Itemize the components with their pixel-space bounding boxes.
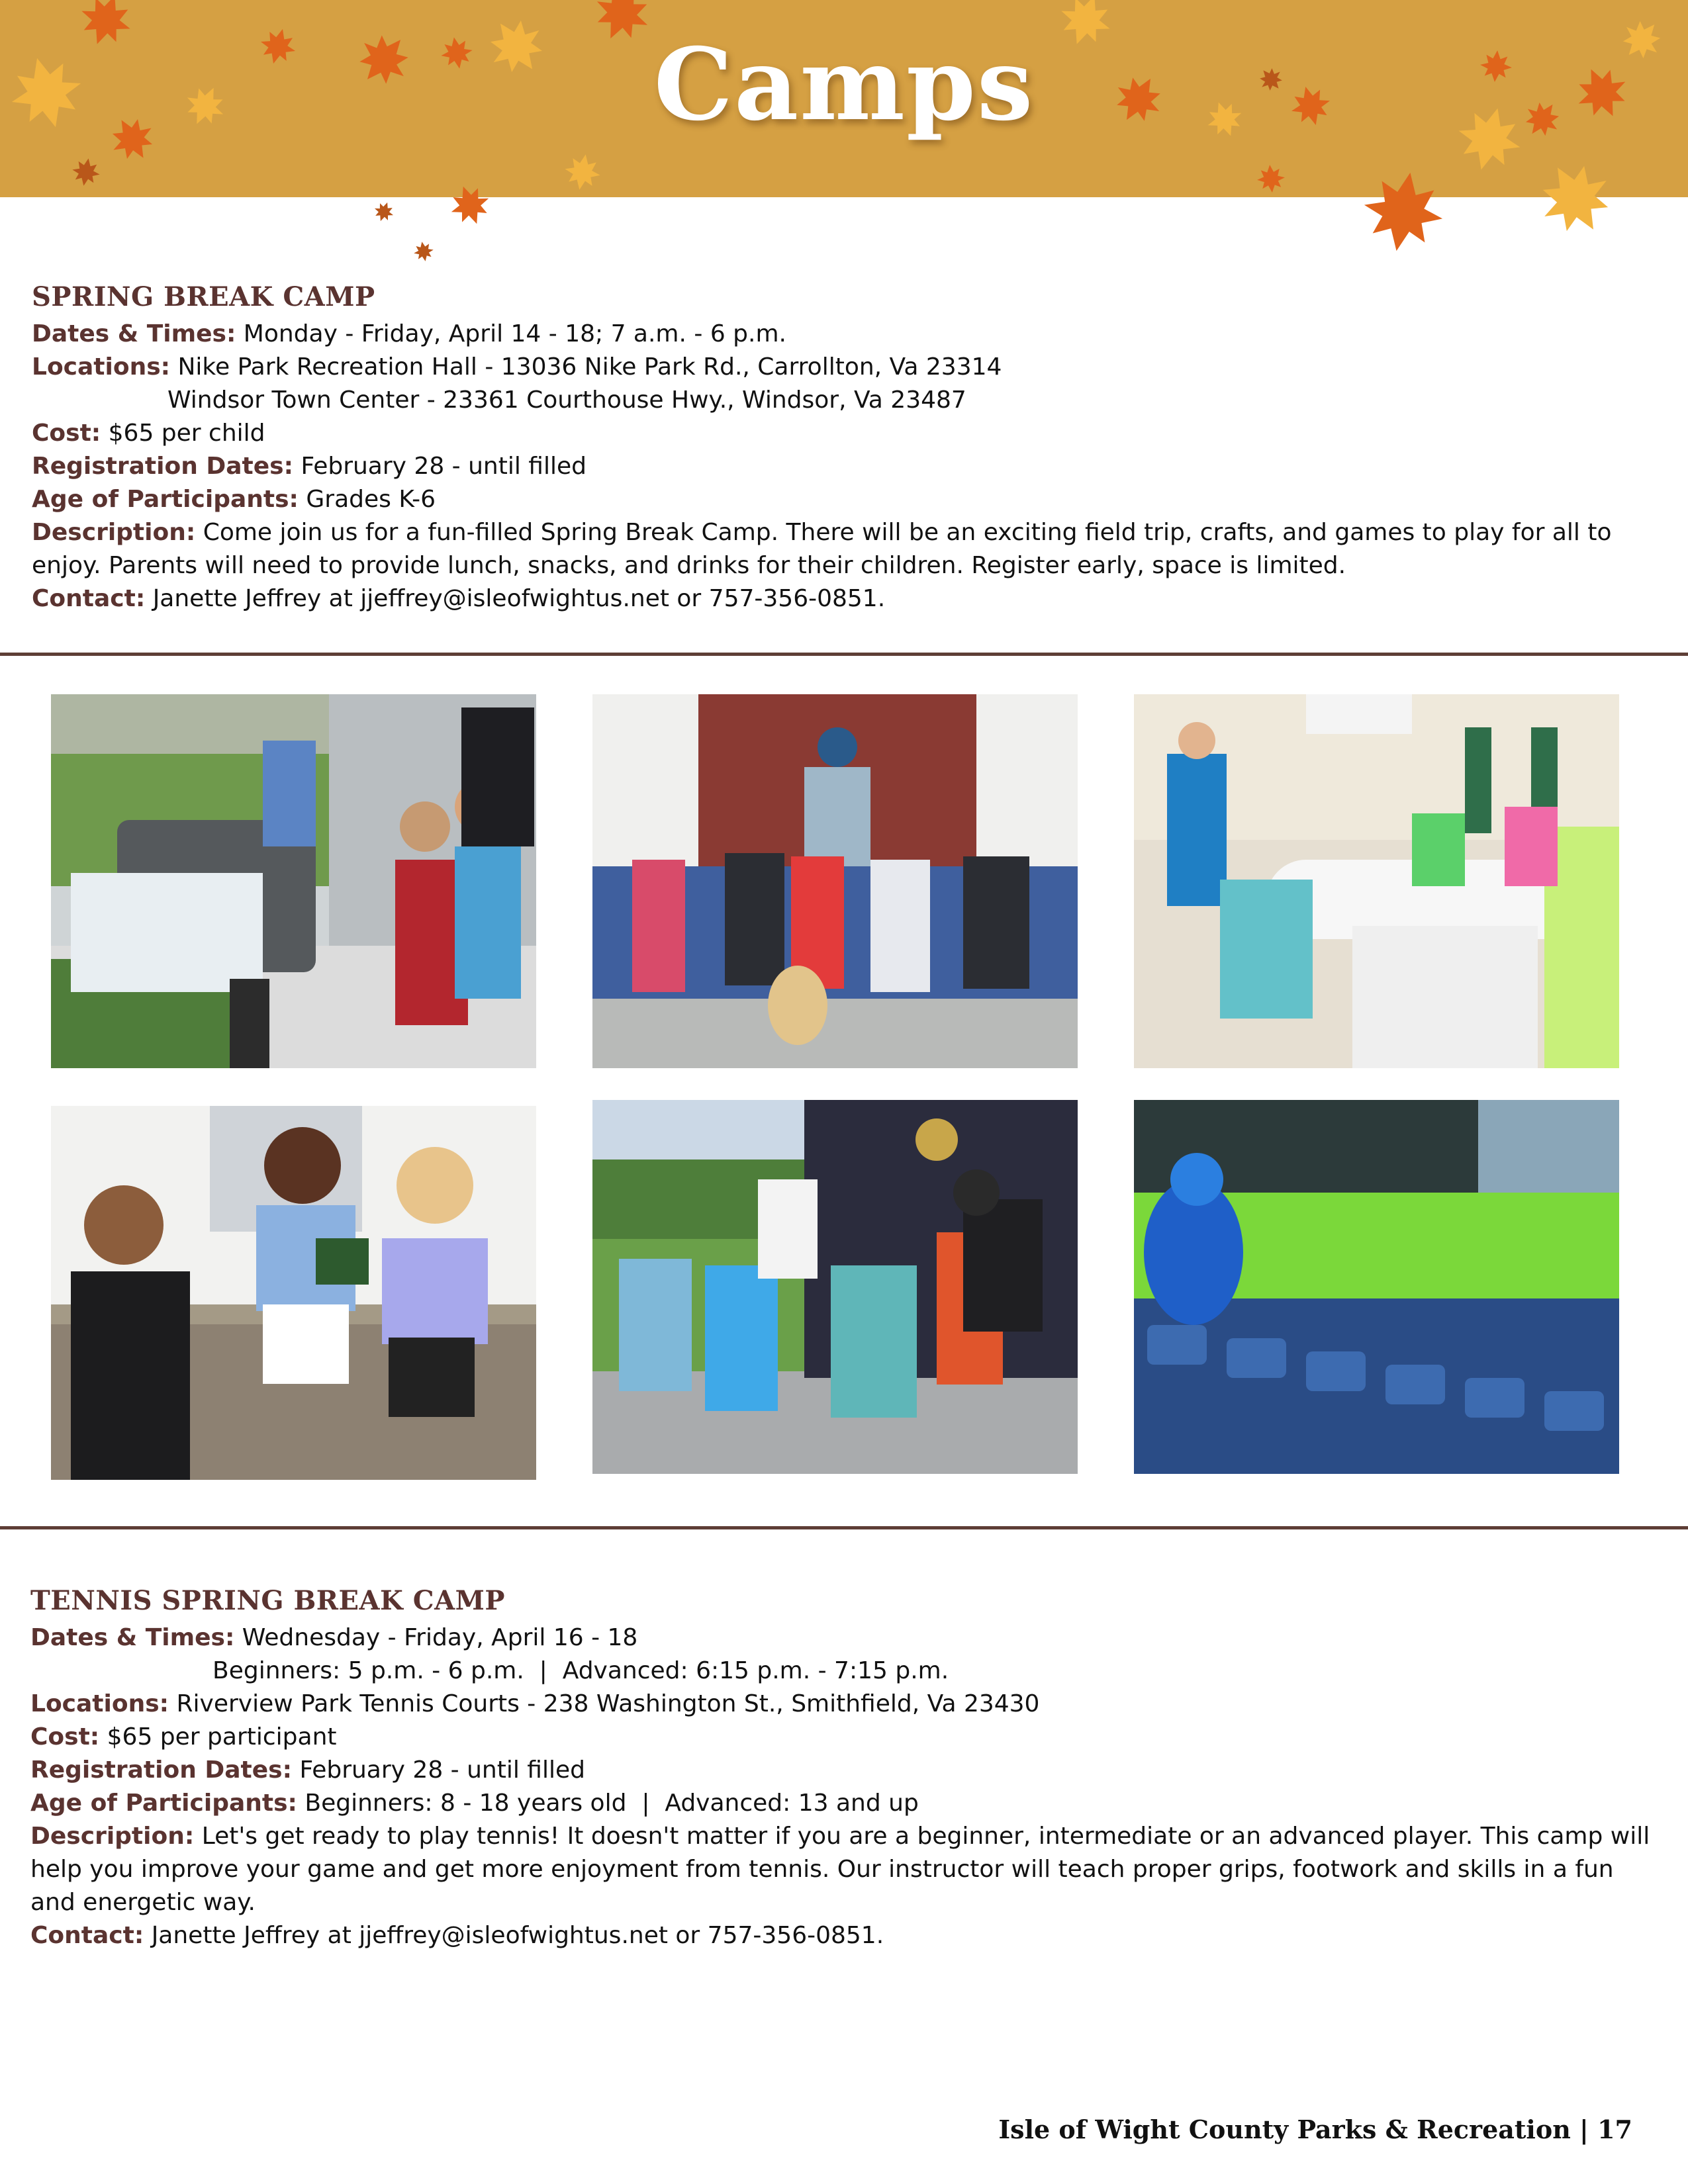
locations-row-2 (32, 384, 1660, 417)
contact-row (32, 582, 1660, 615)
description-row (32, 516, 1660, 582)
registration-value: February 28 - until filled (301, 453, 586, 480)
age-label: Age of Participants: (30, 1790, 297, 1817)
kids-with-plants-photo (51, 1106, 536, 1480)
cost-value: $65 per child (108, 420, 265, 447)
section-title: SPRING BREAK CAMP (32, 281, 375, 312)
contact-value: Janette Jeffrey at jjeffrey@isleofwightus.net or 757-356-0851. (151, 1922, 884, 1949)
locations-row (30, 1688, 1659, 1721)
dates-row-2 (30, 1655, 1659, 1688)
contact-label: Contact: (32, 585, 146, 612)
location-value: Nike Park Recreation Hall - 13036 Nike Park Rd., Carrollton, Va 23314 (177, 353, 1002, 381)
description-label: Description: (30, 1823, 195, 1850)
age-row (32, 483, 1660, 516)
description-value: Come join us for a fun-filled Spring Break Camp. There will be an exciting field trip, crafts, and games to play for all to enjoy. Parents will need to provide lunch, snacks, and drinks for their children. Register early, space is limited. (32, 519, 1612, 579)
dates-label: Dates & Times: (32, 320, 236, 347)
classroom-activity-photo (1134, 694, 1619, 1068)
description-value: Let's get ready to play tennis! It doesn't matter if you are a beginner, intermediate or an advanced player. This camp will help you improve your game and get more enjoyment from tennis. Our instructor will teach proper grips, footwork and skills in a fun and energetic way. (30, 1823, 1650, 1916)
locations-label: Locations: (30, 1690, 169, 1717)
cost-label: Cost: (32, 420, 101, 447)
locations-label: Locations: (32, 353, 171, 381)
cost-label: Cost: (30, 1723, 100, 1751)
age-value: Grades K-6 (306, 486, 436, 513)
section-divider (0, 653, 1688, 656)
page-footer: Isle of Wight County Parks & Recreation | 17 (998, 2115, 1632, 2144)
golf-driving-range-photo (51, 694, 536, 1068)
description-label: Description: (32, 519, 196, 546)
registration-value: February 28 - until filled (299, 1756, 585, 1784)
dates-row (30, 1621, 1659, 1655)
registration-label: Registration Dates: (32, 453, 293, 480)
age-row (30, 1787, 1659, 1820)
registration-row (32, 450, 1660, 483)
description-row (30, 1820, 1659, 1919)
registration-row (30, 1754, 1659, 1787)
cost-row (32, 417, 1660, 450)
age-value: Beginners: 8 - 18 years old | Advanced: 13 and up (305, 1790, 919, 1817)
spring-break-camp-section (32, 281, 1660, 615)
contact-row (30, 1919, 1659, 1952)
dates-value: Beginners: 5 p.m. - 6 p.m. | Advanced: 6:15 p.m. - 7:15 p.m. (212, 1657, 949, 1684)
location-value: Riverview Park Tennis Courts - 238 Washington St., Smithfield, Va 23430 (176, 1690, 1040, 1717)
group-photo-with-dog-photo (592, 694, 1078, 1068)
dates-value: Monday - Friday, April 14 - 18; 7 a.m. - 6 p.m. (243, 320, 786, 347)
contact-value: Janette Jeffrey at jjeffrey@isleofwightus.net or 757-356-0851. (152, 585, 886, 612)
cost-value: $65 per participant (107, 1723, 337, 1751)
dates-label: Dates & Times: (30, 1624, 235, 1651)
dates-value: Wednesday - Friday, April 16 - 18 (242, 1624, 638, 1651)
age-label: Age of Participants: (32, 486, 299, 513)
page-title: Camps (653, 26, 1035, 143)
cost-row (30, 1721, 1659, 1754)
section-divider (0, 1526, 1688, 1529)
registration-label: Registration Dates: (30, 1756, 292, 1784)
locations-row (32, 351, 1660, 384)
baseball-stadium-mascot-photo (1134, 1100, 1619, 1474)
mobile-command-center-photo (592, 1100, 1078, 1474)
location-value: Windsor Town Center - 23361 Courthouse Hwy., Windsor, Va 23487 (167, 387, 966, 414)
dates-row (32, 318, 1660, 351)
tennis-spring-break-camp-section (30, 1585, 1659, 1952)
section-title: TENNIS SPRING BREAK CAMP (30, 1585, 505, 1616)
contact-label: Contact: (30, 1922, 144, 1949)
